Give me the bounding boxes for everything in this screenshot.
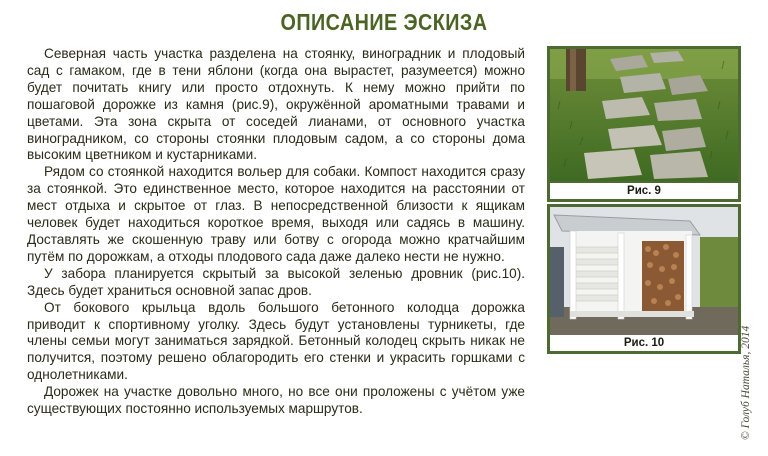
body-text — [27, 46, 525, 418]
figure-caption: Рис. 9 — [550, 183, 738, 199]
stone-path-photo — [550, 49, 738, 181]
paragraph: Рядом со стоянкой находится вольер для собаки. Компост находится сразу за стоянкой. Это единственное место, которое находится на расстоянии от мест отдыха и скрытое от глаз. В непосредственной близости к ящикам человек будет находиться короткое время, выходя или садясь в машину. Доставлять же скошенную траву или ботву с огорода можно кратчайшим путём по дорожкам, а отходы плодового сада даже далеко нести не нужно. — [27, 164, 525, 264]
figure-caption: Рис. 10 — [550, 335, 738, 351]
paragraph: От бокового крыльца вдоль большого бетонного колодца дорожка приводит к спортивному уголку. Здесь будут установлены турникеты, где члены семьи могут заниматься зарядкой. Бетонный колодец скрыть никак не получится, поэтому решено облагородить его стенки и украсить горшками с однолетниками. — [27, 299, 525, 383]
paragraph: Дорожек на участке довольно много, но все они проложены с учётом уже существующих постоянно используемых маршрутов. — [27, 384, 525, 417]
copyright-text: © Голуб Наталья, 2014 — [740, 325, 752, 440]
paragraph: Северная часть участка разделена на стоянку, виноградник и плодовый сад с гамаком, где в тени яблони (когда она вырастет, разумеется) можно будет почитать книгу или просто отдохнуть. К нему можно прийти по пошаговой дорожке из камня (рис.9), окружённой ароматными травами и цветами. Эта зона скрыта от соседей лианами, от основного участка виноградником, со стороны стоянки плодовым садом, а со стороны дома высоким цветником и кустарниками. — [27, 46, 525, 163]
woodshed-photo — [550, 207, 738, 335]
paragraph: У забора планируется скрытый за высокой зеленью дровник (рис.10). Здесь будет храниться основной запас дров. — [27, 265, 525, 298]
figure-10 — [547, 204, 741, 354]
page-title: ОПИСАНИЕ ЭСКИЗА — [280, 9, 488, 35]
figure-9 — [547, 46, 741, 202]
